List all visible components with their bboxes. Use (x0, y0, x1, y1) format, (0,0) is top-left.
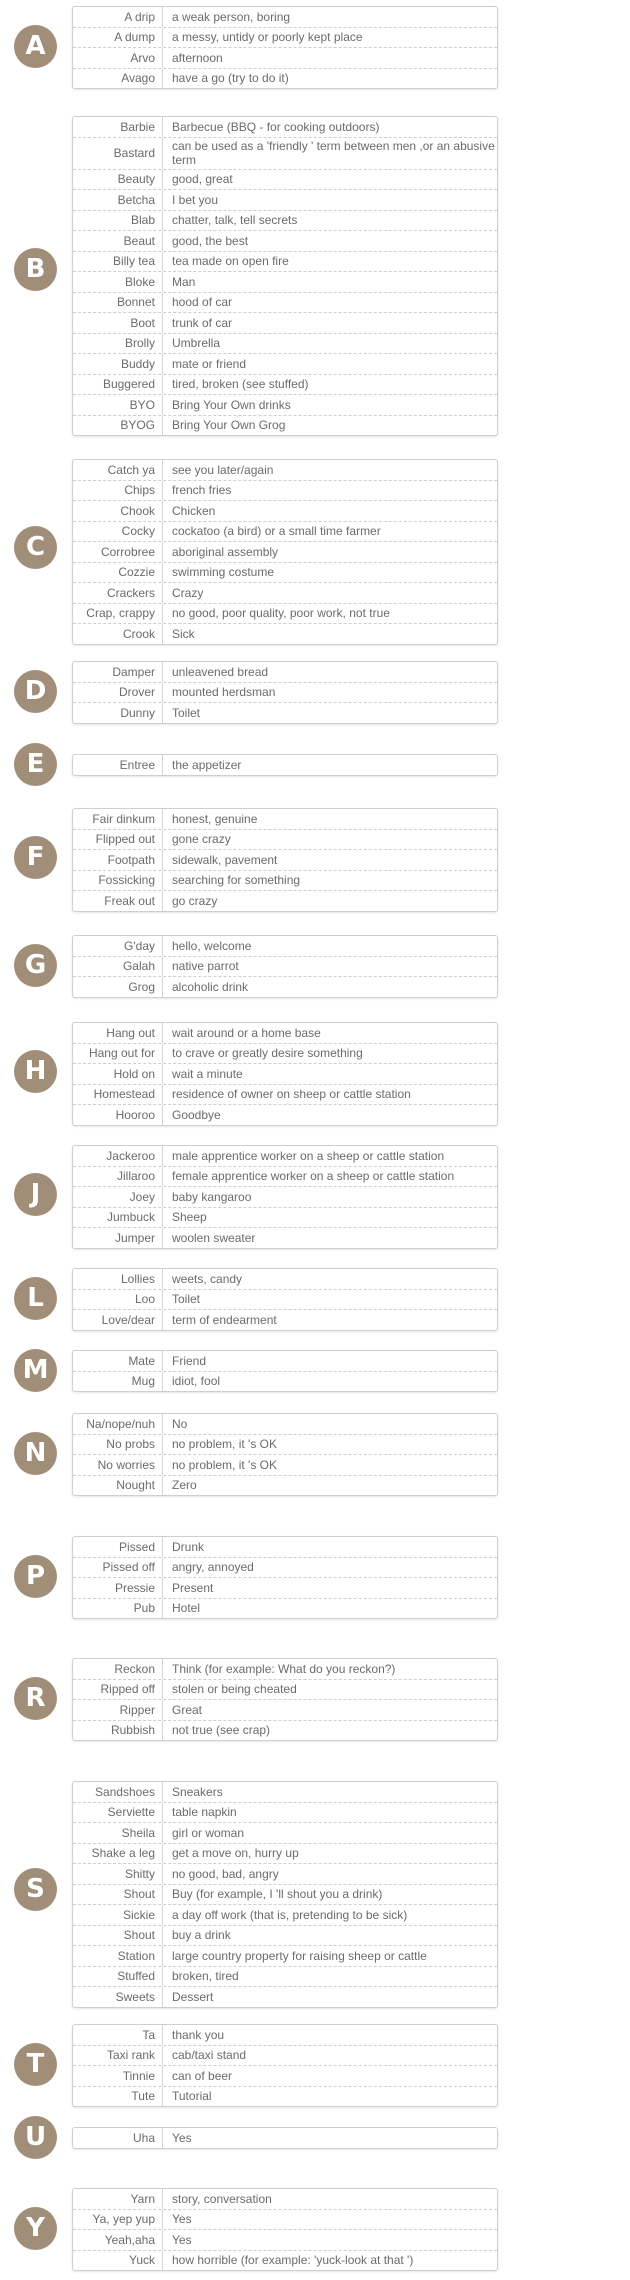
slang-term: Taxi rank (73, 2046, 163, 2066)
slang-term: Sweets (73, 1987, 163, 2007)
slang-definition: gone crazy (172, 832, 231, 847)
slang-definition: Bring Your Own Grog (172, 418, 286, 433)
glossary-table (72, 1268, 498, 1331)
letter-badge: L (14, 1277, 57, 1320)
slang-definition: hood of car (172, 295, 233, 310)
slang-term: Mate (73, 1351, 163, 1371)
table-row (73, 2250, 497, 2271)
slang-term: Billy tea (73, 252, 163, 272)
slang-term: Damper (73, 662, 163, 682)
slang-term: Rubbish (73, 1721, 163, 1741)
slang-definition: Crazy (172, 585, 204, 600)
slang-definition: baby kangaroo (172, 1189, 252, 1204)
slang-term: Sickie (73, 1905, 163, 1925)
table-row (73, 1945, 497, 1966)
table-row (73, 541, 497, 562)
slang-definition: Hotel (172, 1601, 201, 1616)
slang-definition: term of endearment (172, 1312, 277, 1327)
slang-term: Shitty (73, 1864, 163, 1884)
table-row (73, 829, 497, 850)
table-row (73, 47, 497, 68)
slang-term: Corrobree (73, 542, 163, 562)
slang-definition: Sick (172, 626, 195, 641)
slang-definition: a weak person, boring (172, 9, 291, 24)
slang-term: Avago (73, 69, 163, 89)
slang-definition: story, conversation (172, 2191, 272, 2206)
slang-term: Bastard (73, 138, 163, 169)
table-row (73, 169, 497, 190)
table-row (73, 1104, 497, 1125)
table-row (73, 2065, 497, 2086)
letter-badge: R (14, 1677, 57, 1720)
table-row (73, 1659, 497, 1679)
table-row (73, 1966, 497, 1987)
slang-definition: have a go (try to do it) (172, 71, 289, 86)
slang-definition: see you later/again (172, 462, 274, 477)
letter-badge: U (14, 2116, 57, 2159)
slang-definition: can of beer (172, 2068, 233, 2083)
table-row (73, 2128, 497, 2148)
table-row (73, 2086, 497, 2107)
slang-term: Yuck (73, 2251, 163, 2271)
letter-badge: J (14, 1173, 57, 1216)
slang-definition: aboriginal assembly (172, 544, 279, 559)
slang-definition: no problem, it 's OK (172, 1457, 277, 1472)
slang-term: Blab (73, 211, 163, 231)
table-row (73, 2025, 497, 2045)
table-row (73, 682, 497, 703)
table-row (73, 2209, 497, 2230)
slang-definition: french fries (172, 483, 232, 498)
slang-definition: to crave or greatly desire something (172, 1046, 363, 1061)
table-row (73, 333, 497, 354)
table-row (73, 562, 497, 583)
table-row (73, 1207, 497, 1228)
letter-badge: S (14, 1868, 57, 1911)
slang-term: Fair dinkum (73, 809, 163, 829)
slang-definition: searching for something (172, 873, 301, 888)
slang-term: Shout (73, 1926, 163, 1946)
table-row (73, 1371, 497, 1392)
slang-term: Love/dear (73, 1310, 163, 1330)
glossary-table (72, 1536, 498, 1619)
slang-definition: Man (172, 274, 196, 289)
slang-definition: can be used as a 'friendly ' term between men ,or an abusive term (172, 139, 495, 167)
letter-badge: A (14, 25, 57, 68)
slang-term: Footpath (73, 850, 163, 870)
slang-definition: swimming costume (172, 565, 275, 580)
table-row (73, 230, 497, 251)
table-row (73, 374, 497, 395)
slang-definition: tired, broken (see stuffed) (172, 377, 309, 392)
slang-definition: table napkin (172, 1805, 237, 1820)
table-row (73, 1598, 497, 1619)
table-row (73, 623, 497, 644)
slang-term: Yeah,aha (73, 2230, 163, 2250)
slang-term: Lollies (73, 1269, 163, 1289)
slang-definition: no good, poor quality, poor work, not true (172, 606, 390, 621)
slang-term: Chook (73, 501, 163, 521)
slang-term: Crook (73, 624, 163, 644)
table-row (73, 1925, 497, 1946)
slang-term: A dump (73, 28, 163, 48)
table-row (73, 1699, 497, 1720)
table-row (73, 890, 497, 911)
glossary-table (72, 2024, 498, 2107)
slang-definition: Goodbye (172, 1107, 221, 1122)
glossary-table (72, 661, 498, 724)
slang-term: Yarn (73, 2189, 163, 2209)
slang-term: Beauty (73, 170, 163, 190)
slang-term: Sheila (73, 1823, 163, 1843)
slang-definition: residence of owner on sheep or cattle station (172, 1087, 411, 1102)
table-row (73, 1475, 497, 1496)
table-row (73, 1023, 497, 1043)
slang-term: BYO (73, 395, 163, 415)
slang-term: Ripper (73, 1700, 163, 1720)
table-row (73, 460, 497, 480)
slang-term: Buddy (73, 354, 163, 374)
slang-definition: Present (172, 1580, 214, 1595)
slang-definition: Buy (for example, I 'll shout you a drink) (172, 1887, 383, 1902)
slang-definition: alcoholic drink (172, 979, 249, 994)
slang-definition: Sneakers (172, 1784, 223, 1799)
letter-badge: F (14, 836, 57, 879)
slang-definition: Dessert (172, 1989, 214, 2004)
table-row (73, 1166, 497, 1187)
slang-definition: Great (172, 1702, 203, 1717)
table-row (73, 1454, 497, 1475)
slang-term: Ta (73, 2025, 163, 2045)
slang-term: Catch ya (73, 460, 163, 480)
slang-term: Hang out for (73, 1044, 163, 1064)
slang-term: Boot (73, 313, 163, 333)
table-row (73, 936, 497, 956)
glossary-table (72, 459, 498, 645)
slang-definition: broken, tired (172, 1969, 239, 1984)
slang-term: Pissed (73, 1537, 163, 1557)
table-row (73, 603, 497, 624)
slang-term: Tute (73, 2087, 163, 2107)
letter-badge: M (14, 1349, 57, 1392)
table-row (73, 582, 497, 603)
table-row (73, 68, 497, 89)
letter-badge: T (14, 2043, 57, 2086)
slang-definition: Yes (172, 2232, 192, 2247)
slang-definition: hello, welcome (172, 938, 252, 953)
slang-term: Ya, yep yup (73, 2210, 163, 2230)
table-row (73, 2045, 497, 2066)
slang-term: Bloke (73, 272, 163, 292)
slang-term: Joey (73, 1187, 163, 1207)
slang-definition: sidewalk, pavement (172, 852, 278, 867)
table-row (73, 292, 497, 313)
table-row (73, 1309, 497, 1330)
slang-definition: not true (see crap) (172, 1723, 271, 1738)
table-row (73, 1843, 497, 1864)
slang-term: Mug (73, 1372, 163, 1392)
slang-definition: Tutorial (172, 2089, 212, 2104)
slang-definition: I bet you (172, 192, 219, 207)
table-row (73, 1782, 497, 1802)
table-row (73, 1863, 497, 1884)
table-row (73, 271, 497, 292)
slang-definition: afternoon (172, 50, 223, 65)
table-row (73, 976, 497, 997)
glossary-table (72, 6, 498, 89)
letter-badge: G (14, 944, 57, 987)
slang-definition: no good, bad, angry (172, 1866, 279, 1881)
slang-term: Cocky (73, 522, 163, 542)
glossary-table (72, 1350, 498, 1392)
slang-definition: female apprentice worker on a sheep or cattle station (172, 1169, 455, 1184)
table-row (73, 1414, 497, 1434)
slang-definition: buy a drink (172, 1928, 231, 1943)
table-row (73, 7, 497, 27)
slang-term: Uha (73, 2128, 163, 2148)
slang-term: Cozzie (73, 563, 163, 583)
slang-definition: unleavened bread (172, 664, 269, 679)
slang-definition: Drunk (172, 1539, 205, 1554)
slang-definition: the appetizer (172, 757, 242, 772)
slang-definition: Sheep (172, 1210, 207, 1225)
letter-badge: Y (14, 2207, 57, 2250)
table-row (73, 415, 497, 436)
slang-term: A drip (73, 7, 163, 27)
table-row (73, 521, 497, 542)
slang-definition: honest, genuine (172, 811, 258, 826)
slang-definition: woolen sweater (172, 1230, 256, 1245)
slang-term: Reckon (73, 1659, 163, 1679)
slang-definition: Yes (172, 2130, 192, 2145)
slang-definition: native parrot (172, 959, 239, 974)
slang-definition: Toilet (172, 705, 201, 720)
table-row (73, 1084, 497, 1105)
slang-term: Barbie (73, 117, 163, 137)
slang-term: Na/nope/nuh (73, 1414, 163, 1434)
slang-term: Pressie (73, 1578, 163, 1598)
table-row (73, 1289, 497, 1310)
table-row (73, 189, 497, 210)
table-row (73, 1063, 497, 1084)
slang-term: Drover (73, 683, 163, 703)
slang-term: Nought (73, 1476, 163, 1496)
slang-definition: male apprentice worker on a sheep or cattle station (172, 1148, 445, 1163)
slang-definition: how horrible (for example: 'yuck-look at that ') (172, 2253, 414, 2268)
table-row (73, 117, 497, 137)
slang-definition: mounted herdsman (172, 685, 276, 700)
slang-term: Hooroo (73, 1105, 163, 1125)
table-row (73, 210, 497, 231)
table-row (73, 1986, 497, 2007)
slang-definition: wait a minute (172, 1066, 243, 1081)
slang-term: Arvo (73, 48, 163, 68)
slang-term: Dunny (73, 703, 163, 723)
slang-definition: wait around or a home base (172, 1025, 321, 1040)
slang-term: Hang out (73, 1023, 163, 1043)
letter-badge: B (14, 248, 57, 291)
slang-term: Entree (73, 755, 163, 775)
slang-term: Homestead (73, 1085, 163, 1105)
slang-term: BYOG (73, 416, 163, 436)
table-row (73, 870, 497, 891)
table-row (73, 1577, 497, 1598)
slang-term: Flipped out (73, 830, 163, 850)
slang-definition: stolen or being cheated (172, 1682, 297, 1697)
slang-term: Jillaroo (73, 1167, 163, 1187)
table-row (73, 1269, 497, 1289)
table-row (73, 1434, 497, 1455)
slang-definition: girl or woman (172, 1825, 245, 1840)
table-row (73, 849, 497, 870)
slang-definition: Barbecue (BBQ - for cooking outdoors) (172, 119, 380, 134)
glossary-table (72, 1413, 498, 1496)
slang-term: Brolly (73, 334, 163, 354)
slang-term: Hold on (73, 1064, 163, 1084)
letter-badge: H (14, 1050, 57, 1093)
slang-term: Ripped off (73, 1680, 163, 1700)
slang-term: Loo (73, 1290, 163, 1310)
slang-definition: large country property for raising sheep or cattle (172, 1948, 427, 1963)
slang-definition: Yes (172, 2212, 192, 2227)
table-row (73, 1904, 497, 1925)
table-row (73, 1043, 497, 1064)
table-row (73, 394, 497, 415)
slang-definition: good, great (172, 172, 233, 187)
slang-definition: no problem, it 's OK (172, 1437, 277, 1452)
table-row (73, 755, 497, 775)
slang-term: Stuffed (73, 1967, 163, 1987)
slang-term: Chips (73, 481, 163, 501)
slang-definition: chatter, talk, tell secrets (172, 213, 298, 228)
letter-badge: N (14, 1432, 57, 1475)
slang-definition: a day off work (that is, pretending to be sick) (172, 1907, 408, 1922)
letter-badge: P (14, 1555, 57, 1598)
slang-definition: thank you (172, 2027, 225, 2042)
table-row (73, 956, 497, 977)
slang-definition: good, the best (172, 233, 249, 248)
glossary-table (72, 754, 498, 776)
slang-definition: Umbrella (172, 336, 221, 351)
slang-term: Freak out (73, 891, 163, 911)
slang-term: Crap, crappy (73, 604, 163, 624)
table-row (73, 1146, 497, 1166)
slang-definition: idiot, fool (172, 1374, 221, 1389)
slang-term: Sandshoes (73, 1782, 163, 1802)
slang-definition: angry, annoyed (172, 1560, 254, 1575)
glossary-table (72, 1658, 498, 1741)
table-row (73, 2189, 497, 2209)
slang-term: Tinnie (73, 2066, 163, 2086)
slang-term: No worries (73, 1455, 163, 1475)
table-row (73, 312, 497, 333)
table-row (73, 480, 497, 501)
table-row (73, 809, 497, 829)
table-row (73, 1679, 497, 1700)
slang-definition: Bring Your Own drinks (172, 397, 291, 412)
slang-definition: go crazy (172, 893, 218, 908)
table-row (73, 1822, 497, 1843)
slang-term: Shout (73, 1885, 163, 1905)
slang-term: G'day (73, 936, 163, 956)
slang-term: Galah (73, 957, 163, 977)
slang-term: Pub (73, 1599, 163, 1619)
table-row (73, 353, 497, 374)
table-row (73, 500, 497, 521)
slang-term: Crackers (73, 583, 163, 603)
letter-badge: C (14, 526, 57, 569)
slang-term: Jackeroo (73, 1146, 163, 1166)
slang-term: Buggered (73, 375, 163, 395)
slang-definition: cab/taxi stand (172, 2048, 247, 2063)
slang-term: Betcha (73, 190, 163, 210)
slang-definition: Chicken (172, 503, 216, 518)
table-row (73, 1720, 497, 1741)
slang-term: Pissed off (73, 1558, 163, 1578)
table-row (73, 1802, 497, 1823)
slang-term: Jumper (73, 1228, 163, 1248)
table-row (73, 1537, 497, 1557)
table-row (73, 1351, 497, 1371)
slang-term: Bonnet (73, 293, 163, 313)
slang-term: Station (73, 1946, 163, 1966)
letter-badge: D (14, 670, 57, 713)
table-row (73, 702, 497, 723)
slang-definition: Think (for example: What do you reckon?) (172, 1661, 396, 1676)
glossary-table (72, 2127, 498, 2149)
table-row (73, 1557, 497, 1578)
glossary-table (72, 808, 498, 912)
slang-definition: Zero (172, 1478, 197, 1493)
slang-definition: No (172, 1416, 188, 1431)
slang-term: Grog (73, 977, 163, 997)
slang-term: Jumbuck (73, 1208, 163, 1228)
table-row (73, 1227, 497, 1248)
glossary-table (72, 935, 498, 998)
table-row (73, 27, 497, 48)
slang-definition: cockatoo (a bird) or a small time farmer (172, 524, 381, 539)
slang-definition: get a move on, hurry up (172, 1846, 299, 1861)
table-row (73, 1884, 497, 1905)
slang-definition: trunk of car (172, 315, 233, 330)
table-row (73, 137, 497, 169)
slang-term: Serviette (73, 1803, 163, 1823)
slang-definition: weets, candy (172, 1271, 243, 1286)
slang-definition: mate or friend (172, 356, 247, 371)
table-row (73, 2229, 497, 2250)
glossary-table (72, 1022, 498, 1126)
letter-badge: E (14, 743, 57, 786)
slang-term: Shake a leg (73, 1844, 163, 1864)
slang-term: No probs (73, 1435, 163, 1455)
slang-definition: Toilet (172, 1292, 201, 1307)
table-row (73, 662, 497, 682)
slang-definition: a messy, untidy or poorly kept place (172, 30, 363, 45)
glossary-table (72, 1781, 498, 2008)
table-row (73, 1186, 497, 1207)
glossary-table (72, 2188, 498, 2271)
glossary-table (72, 1145, 498, 1249)
slang-definition: Friend (172, 1353, 207, 1368)
table-row (73, 251, 497, 272)
slang-term: Fossicking (73, 871, 163, 891)
glossary-table (72, 116, 498, 436)
slang-term: Beaut (73, 231, 163, 251)
slang-definition: tea made on open fire (172, 254, 289, 269)
